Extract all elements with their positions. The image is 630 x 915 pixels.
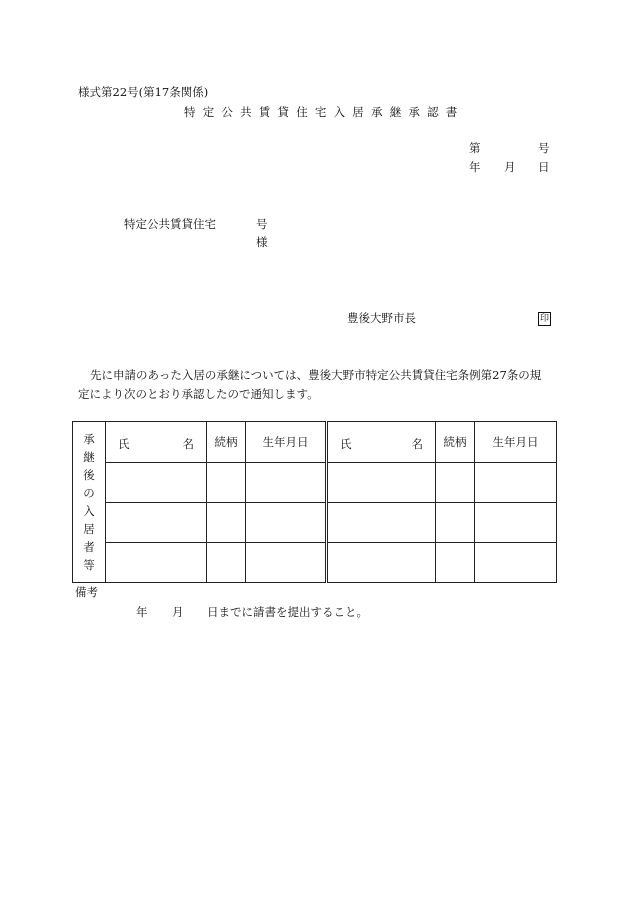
body-line-2: 定により次のとおり承認したので通知します。 [78, 387, 319, 401]
relation-cell[interactable] [436, 503, 475, 543]
name-cell[interactable] [327, 463, 436, 503]
name-cell[interactable] [327, 503, 436, 543]
birthdate-cell[interactable] [475, 463, 557, 503]
relation-cell[interactable] [436, 463, 475, 503]
birthdate-cell[interactable] [246, 503, 327, 543]
remarks-month: 月 [172, 605, 184, 619]
table-row [73, 463, 557, 503]
relation-cell[interactable] [207, 503, 246, 543]
remarks-text: 日までに請書を提出すること。 [207, 605, 368, 619]
successor-table [72, 421, 557, 583]
body-line-1: 先に申請のあった入居の承継については、豊後大野市特定公共賃貸住宅条例第27条の規 [90, 368, 542, 382]
table-row [73, 503, 557, 543]
birthdate-cell[interactable] [246, 543, 327, 583]
date-month: 月 [504, 160, 516, 174]
table-header-row [73, 422, 557, 463]
birthdate-header-right: 生年月日 [475, 422, 557, 463]
name-cell[interactable] [106, 543, 207, 583]
document-title: 特定公共賃貸住宅入居承継承認書 [184, 105, 465, 119]
recipient-number-suffix: 号 [256, 217, 268, 231]
issuer-name: 豊後大野市長 [347, 311, 416, 325]
relation-cell[interactable] [207, 463, 246, 503]
name-header-right: 氏 名 [327, 422, 436, 463]
birthdate-cell[interactable] [475, 543, 557, 583]
seal-mark: 印 [538, 312, 551, 326]
name-cell[interactable] [327, 543, 436, 583]
birthdate-cell[interactable] [475, 503, 557, 543]
doc-number-prefix: 第 [469, 141, 481, 155]
date-year: 年 [469, 160, 481, 174]
form-number: 様式第22号(第17条関係) [78, 85, 209, 99]
relation-header-left: 続柄 [207, 422, 246, 463]
relation-header-right: 続柄 [436, 422, 475, 463]
name-header-left: 氏 名 [106, 422, 207, 463]
remarks-year: 年 [136, 605, 148, 619]
relation-cell[interactable] [436, 543, 475, 583]
birthdate-header-left: 生年月日 [246, 422, 327, 463]
remarks-label: 備考 [75, 585, 98, 599]
name-cell[interactable] [106, 463, 207, 503]
date-day: 日 [538, 160, 550, 174]
relation-cell[interactable] [207, 543, 246, 583]
name-cell[interactable] [106, 503, 207, 543]
row-header-vertical: 承 継 後 の 入 居 者 等 [73, 422, 106, 583]
birthdate-cell[interactable] [246, 463, 327, 503]
recipient-honorific: 様 [256, 235, 268, 249]
table-row [73, 543, 557, 583]
doc-number-suffix: 号 [538, 141, 550, 155]
recipient-label: 特定公共賃貸住宅 [124, 217, 216, 231]
